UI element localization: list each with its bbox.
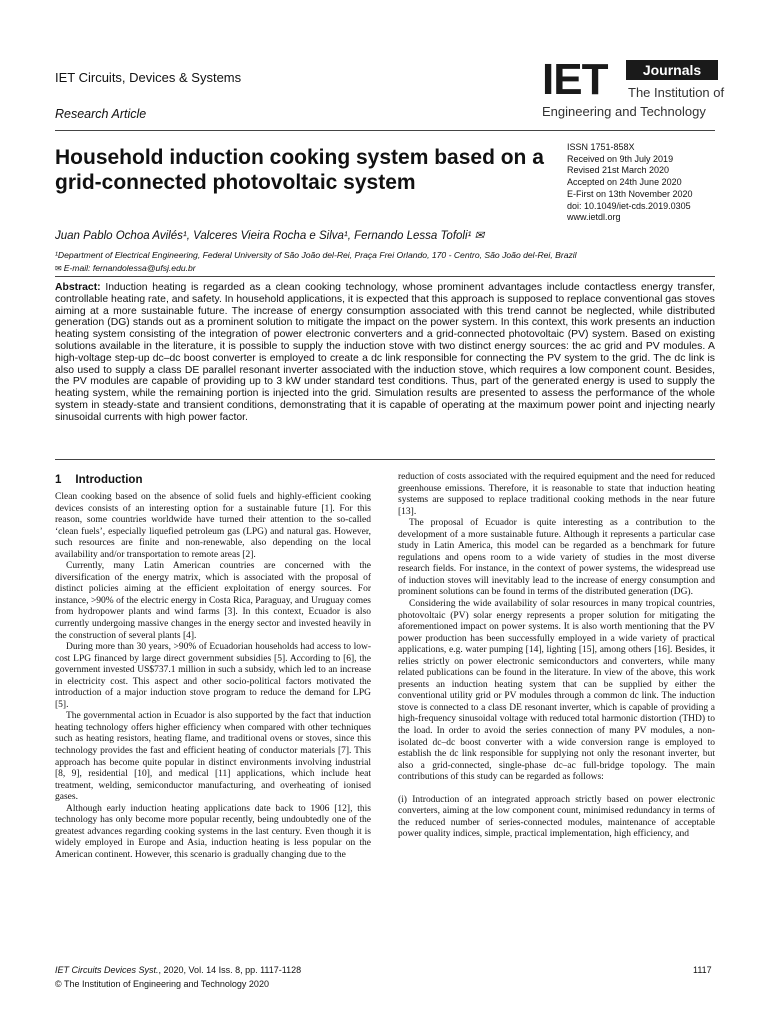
paragraph: Although early induction heating applications date back to 1906 [12], this technology has only become more popular recently, being undoubtedly one of the greatest advances regarding cooking systems in the last century. Even though it is widely employed in Europe and Asia, induction heating is less popular on the American continent. However, this scenario is gradually changing due to the (55, 803, 371, 860)
abstract-divider (55, 459, 715, 460)
section-title: Introduction (75, 474, 143, 486)
author-email[interactable]: E-mail: fernandolessa@ufsj.edu.br (63, 263, 196, 273)
right-column (398, 472, 715, 841)
received-date: Received on 9th July 2019 (567, 153, 674, 164)
journal-name: IET Circuits, Devices & Systems (55, 70, 242, 85)
header-divider (55, 130, 715, 131)
paragraph: reduction of costs associated with the required equipment and the need for reduced greenhouse emissions. Therefore, it is reasonable to state that induction heating systems are supposed to replace traditional cooking methods in the near future [13]. (398, 472, 715, 517)
affiliation: ¹Department of Electrical Engineering, Federal University of São João del-Rei, Praça Frei Orlando, 170 - Centro, São João del-Rei, Brazil (55, 250, 577, 260)
e-first-date: E-First on 13th November 2020 (567, 188, 693, 199)
iet-logo (542, 55, 725, 124)
abstract-label: Abstract: (55, 282, 101, 293)
author-divider (55, 276, 715, 277)
accepted-date: Accepted on 24th June 2020 (567, 177, 682, 188)
paragraph: The proposal of Ecuador is quite interesting as a contribution to the development of a more sustainable future. Although it represents a particular case study in Latin America, this model can be regarded as a benchmark for future regulations and opens room to a wide variety of studies in the most diverse research fields. For instance, in the context of power systems, the widespread use of induction stoves will inevitably lead to the increase of energy consumption and prominent solutions can be found in terms of the distributed generation (DG). (398, 518, 715, 598)
logo-mark: IET (542, 55, 608, 104)
paragraph: The governmental action in Ecuador is also supported by the fact that induction heating technology offers higher efficiency when compared with other techniques such as heating resistors, heating flame, and traditional ovens or stoves, since this technology provides the fast and efficient heating of conductor materials [7]. This approach has become quite popular in distinct environments involving industrial [8, 9], residential [10], and medical [11] applications, which include heat treatment, welding, semiconductor manufacturing, and overheating of ionised gases. (55, 711, 371, 803)
abstract (55, 282, 715, 424)
author-list: Juan Pablo Ochoa Avilés¹, Valceres Vieira Rocha e Silva¹, Fernando Lessa Tofoli¹ ✉ (55, 230, 485, 242)
revised-date: Revised 21st March 2020 (567, 165, 670, 176)
section-number: 1 (55, 474, 62, 486)
paragraph: Considering the wide availability of solar resources in many tropical countries, photovoltaic (PV) solar energy represents a proper solution for mitigating the aforementioned impact on power systems. It is also worth mentioning that the PV power production has been successfully employed in a wide variety of practical applications, e.g. water pumping [14], lighting [15], among others [16]. Besides, it relies strictly on power electronic semiconductors and converters, while many related publications can be found in the literature. In view of the above, this work presents an induction heating system that can be supplied by either the conventional utility grid or PV modules through a common dc link. The induction stove is connected to a class DE resonant inverter, which is capable of providing a high-frequency sinusoidal voltage with reduced total harmonic distortion (THD) to the load. In order to avoid the series connection of many PV modules, a non-isolated dc–dc boost converter with a wide conversion range is employed to establish the dc link responsible for supplying not only the resonant inverter, but also a grid-connected, single-phase dc–ac full-bridge topology. The main contributions of this study can be regarded as follows: (398, 599, 715, 783)
paragraph: Currently, many Latin American countries are concerned with the diversification of the energy matrix, which is associated with the proposal of distinct policies aiming at the efficient exploitation of energy sources. For instance, >90% of the electric energy in Costa Rica, Paraguay, and Uruguay comes from hydropower plants and wind farms [3]. In this context, Ecuador is also currently undergoing massive changes in the energy sector and invested heavily in the construction of several plants [4]. (55, 561, 371, 641)
logo-journals-label: Journals (642, 62, 702, 78)
doi[interactable]: doi: 10.1049/iet-cds.2019.0305 (567, 200, 691, 211)
logo-institution-line1: The Institution of (628, 85, 725, 100)
citation-details: , 2020, Vol. 14 Iss. 8, pp. 1117-1128 (158, 965, 302, 975)
article-meta (567, 142, 693, 224)
envelope-icon: ✉ (55, 264, 62, 273)
paragraph: Clean cooking based on the absence of solid fuels and highly-efficient cooking devices consists of an interesting option for a sustainable future [1]. For this reason, some countries worldwide have turned their attention to the so-called ‘clean fuels’, especially liquefied petroleum gas (LPG) and natural gas. However, such resources are finite and non-renewable, also depending on the local availability and/or transportation to remote areas [2]. (55, 492, 371, 560)
left-column (55, 492, 371, 862)
section-heading (55, 474, 156, 486)
logo-journals-badge (626, 60, 718, 80)
footer-copyright: © The Institution of Engineering and Technology 2020 (55, 979, 269, 989)
website-link[interactable]: www.ietdl.org (567, 212, 621, 223)
issn: ISSN 1751-858X (567, 142, 635, 152)
logo-institution-line2: Engineering and Technology (542, 104, 706, 119)
abstract-text: Induction heating is regarded as a clean cooking technology, whose prominent advantages include contactless energy transfer, controllable heating rate, and safety. In household applications, it is expected that this approach is supposed to replace conventional gas stoves aiming at a more sustainable future. The increase of energy consumption associated with this trend cannot be neglected, while distributed generation (DG) stands out as a prominent solution to mitigate the impact on the power system. In this context, this work presents an induction heating system consisting of the integration of power electronic converters and a grid-connected photovoltaic (PV) system. Based on existing solutions available in the literature, it is possible to supply the induction stove with two distinct energy sources: the ac grid and PV modules. A high-voltage step-up dc–dc boost converter is employed to create a dc link responsible for connecting the PV system to the grid. The dc link is also used to supply a class DE parallel resonant inverter associated with the induction stove, which requires a low component count. Besides, the PV modules are capable of providing up to 3 kW under standard test conditions. Thus, part of the generated energy is used to supply the heating system, while the remaining portion is injected into the grid. Simulation results are presented to assess the performance of the whole system in steady-state and transient conditions, demonstrating that it is capable of operating at the maximum power point and injecting nearly sinusoidal currents with high power factor. (55, 282, 715, 423)
contribution-item: (i) Introduction of an integrated approach strictly based on power electronic converters, aiming at the low component count, minimised redundancy in terms of the reduced number of series-connected modules, maintenance of acceptable power quality indices, simple, practical implementation, high efficiency, and (398, 794, 715, 840)
email-line (55, 263, 196, 273)
footer-citation (55, 965, 301, 975)
page-number: 1117 (693, 965, 712, 975)
article-type: Research Article (55, 107, 147, 121)
paragraph: During more than 30 years, >90% of Ecuadorian households had access to low-cost LPG financed by large direct government subsidies [5]. According to [6], the government invested US$737.1 million in such a subsidy, which led to an increase in electricity cost. This aspect and other socio-political factors motivated the introduction of a major induction stove program to reduce the demand for LPG [5]. (55, 642, 371, 710)
citation-journal: IET Circuits Devices Syst. (55, 965, 159, 975)
paper-title: Household induction cooking system based on a grid-connected photovoltaic system (55, 146, 544, 194)
